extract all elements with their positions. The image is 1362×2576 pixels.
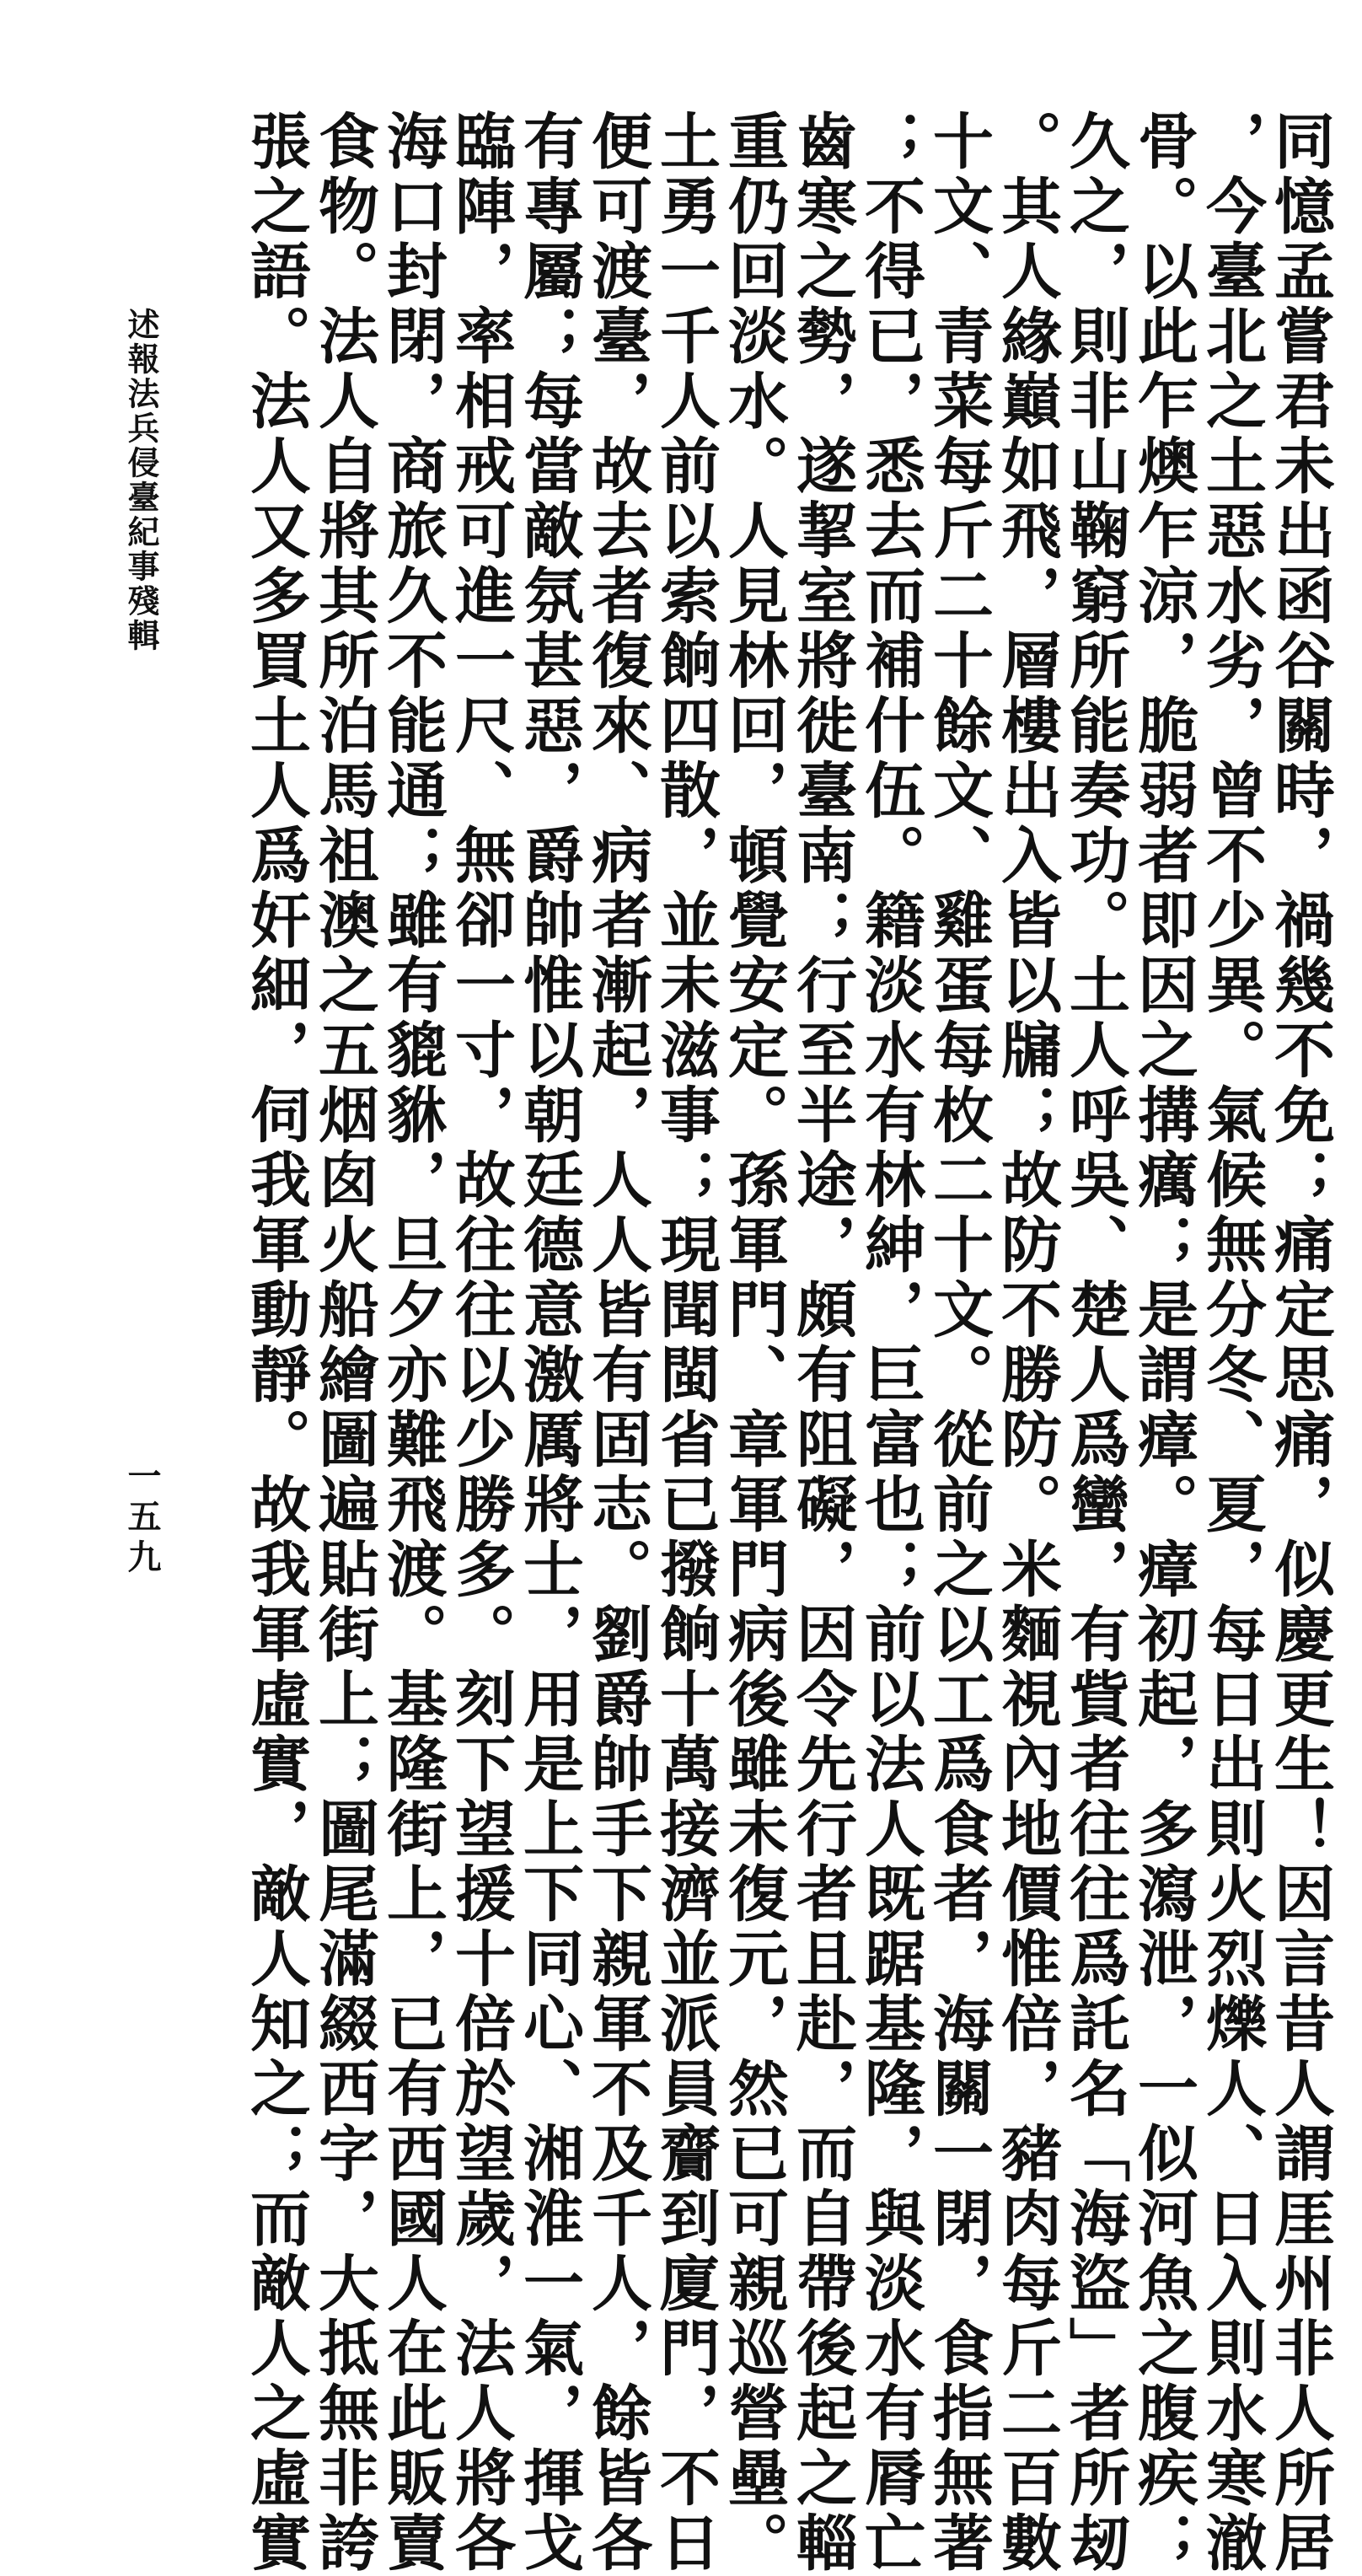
running-title: 述報法兵侵臺紀事殘輯	[122, 308, 160, 653]
text-column-9: 重仍回淡水。人見林回，頓覺安定。孫軍門、章軍門病後雖未復元，然已可親巡營壘。	[718, 110, 790, 2576]
page-number: 一五九	[122, 1458, 162, 1580]
text-column-13: 臨陣，率相戒可進一尺、無卻一寸，故往往以少勝多。刻下望援十倍於望歲，法人將各	[445, 110, 517, 2576]
text-column-15: 食物。法人自將其所泊馬祖澳之五烟囱火船繪圖遍貼街上；圖尾滿綴西字，大抵無非誇	[308, 110, 380, 2576]
text-column-10: 土勇一千人前以索餉四散，並未滋事；現聞閩省已撥餉十萬接濟並派員齎到廈門，不日	[650, 110, 721, 2576]
text-column-8: 齒寒之勢，遂挈室將徙臺南；行至半途，頗有阻礙，因令先行者且赴，而自帶後起之輜	[786, 110, 858, 2576]
text-column-12: 有專屬；每當敵氛甚惡，爵帥惟以朝廷德意激厲將士，用是上下同心、湘淮一氣，揮戈	[513, 110, 585, 2576]
text-column-4: 久之，則非山鞠窮所能奏功。土人呼吳、楚人爲蠻，有貲者往往爲託名「海盜」者所刼	[1059, 110, 1131, 2576]
text-column-2: ，今臺北之土惡水劣，曾不少異。氣候無分冬、夏，每日出則火烈爍人、日入則水寒澈	[1196, 110, 1268, 2576]
text-column-3: 骨。以此乍燠乍涼，脆弱者即因之搆癘；是謂瘴。瘴初起，多瀉泄，一似河魚之腹疾；	[1128, 110, 1199, 2576]
text-column-14: 海口封閉，商旅久不能通；雖有貔貅，旦夕亦難飛渡。基隆街上，已有西國人在此販賣	[377, 110, 448, 2576]
text-column-6: 十文、青菜每斤二十餘文、雞蛋每枚二十文。從前之以工爲食者，海關一閉，食指無著	[923, 110, 995, 2576]
text-column-11: 便可渡臺，故去者復來、病者漸起，人人皆有固志。劉爵帥手下親軍不及千人，餘皆各	[582, 110, 653, 2576]
text-column-16: 張之語。法人又多買土人爲奸細，伺我軍動靜。故我軍虛實，敵人知之；而敵人之虛實	[240, 110, 312, 2576]
main-text-body	[240, 110, 1336, 2576]
text-column-1: 同憶孟嘗君未出函谷關時，禍幾不免；痛定思痛，似慶更生！因言昔人謂厓州非人所居	[1264, 110, 1336, 2576]
text-column-7: ；不得已，悉去而補什伍。籍淡水有林紳，巨富也；前以法人既踞基隆，與淡水有脣亡	[855, 110, 926, 2576]
text-column-5: 。其人緣巔如飛，層樓出入皆以牖；故防不勝防。米麵視內地價惟倍，豬肉每斤二百數	[991, 110, 1063, 2576]
